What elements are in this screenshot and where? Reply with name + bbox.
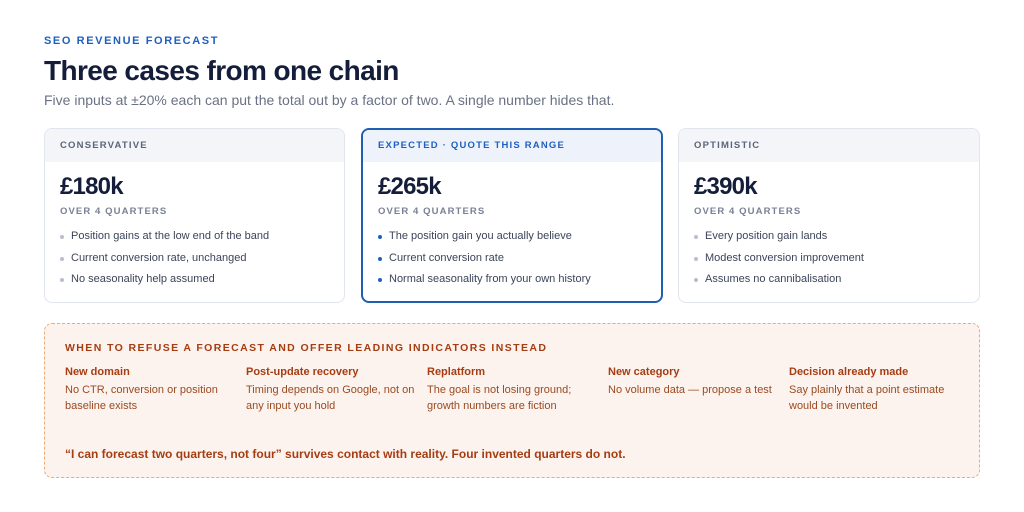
card-bullets <box>378 226 646 291</box>
bullet-item: The position gain you actually believe <box>378 226 646 248</box>
case-post-update-recovery <box>246 364 416 414</box>
case-text: No CTR, conversion or position baseline exists <box>65 384 218 412</box>
case-title: New category <box>608 366 680 378</box>
card-bullets <box>60 226 329 291</box>
case-title: Post-update recovery <box>246 366 359 378</box>
case-text: Say plainly that a point estimate would be invented <box>789 384 945 412</box>
case-new-category <box>608 364 778 398</box>
card-period: OVER 4 QUARTERS <box>60 206 168 217</box>
bullet-item: Current conversion rate, unchanged <box>60 248 329 270</box>
card-label: CONSERVATIVE <box>45 129 344 162</box>
card-amount: £180k <box>60 173 123 200</box>
card-conservative <box>44 128 345 303</box>
bullet-item: Modest conversion improvement <box>694 248 964 270</box>
case-title: Replatform <box>427 366 486 378</box>
refuse-forecast-panel <box>44 323 980 478</box>
card-period: OVER 4 QUARTERS <box>378 206 486 217</box>
page-title: Three cases from one chain <box>44 55 399 86</box>
case-new-domain <box>65 364 235 414</box>
case-text: No volume data — propose a test <box>608 384 772 396</box>
bullet-item: Normal seasonality from your own history <box>378 269 646 291</box>
case-title: Decision already made <box>789 366 909 378</box>
refuse-panel-title: WHEN TO REFUSE A FORECAST AND OFFER LEADING INDICATORS INSTEAD <box>65 342 548 354</box>
card-optimistic <box>678 128 980 303</box>
bullet-item: Current conversion rate <box>378 248 646 270</box>
case-replatform <box>427 364 597 414</box>
card-expected <box>361 128 663 303</box>
scenario-cards <box>44 128 980 303</box>
case-title: New domain <box>65 366 130 378</box>
bullet-item: No seasonality help assumed <box>60 269 329 291</box>
refuse-cases <box>65 364 959 424</box>
case-text: The goal is not losing ground; growth numbers are fiction <box>427 384 572 412</box>
card-period: OVER 4 QUARTERS <box>694 206 802 217</box>
case-decision-already-made <box>789 364 959 414</box>
page-subtitle: Five inputs at ±20% each can put the total out by a factor of two. A single number hides that. <box>44 92 615 108</box>
bullet-item: Every position gain lands <box>694 226 964 248</box>
card-amount: £265k <box>378 173 441 200</box>
case-text: Timing depends on Google, not on any input you hold <box>246 384 415 412</box>
bullet-item: Position gains at the low end of the band <box>60 226 329 248</box>
eyebrow: SEO REVENUE FORECAST <box>44 35 220 47</box>
card-label: EXPECTED · QUOTE THIS RANGE <box>363 130 661 162</box>
card-label: OPTIMISTIC <box>679 129 979 162</box>
card-bullets <box>694 226 964 291</box>
card-amount: £390k <box>694 173 757 200</box>
bullet-item: Assumes no cannibalisation <box>694 269 964 291</box>
closing-quote: “I can forecast two quarters, not four” survives contact with reality. Four invented quarters do not. <box>65 447 626 461</box>
